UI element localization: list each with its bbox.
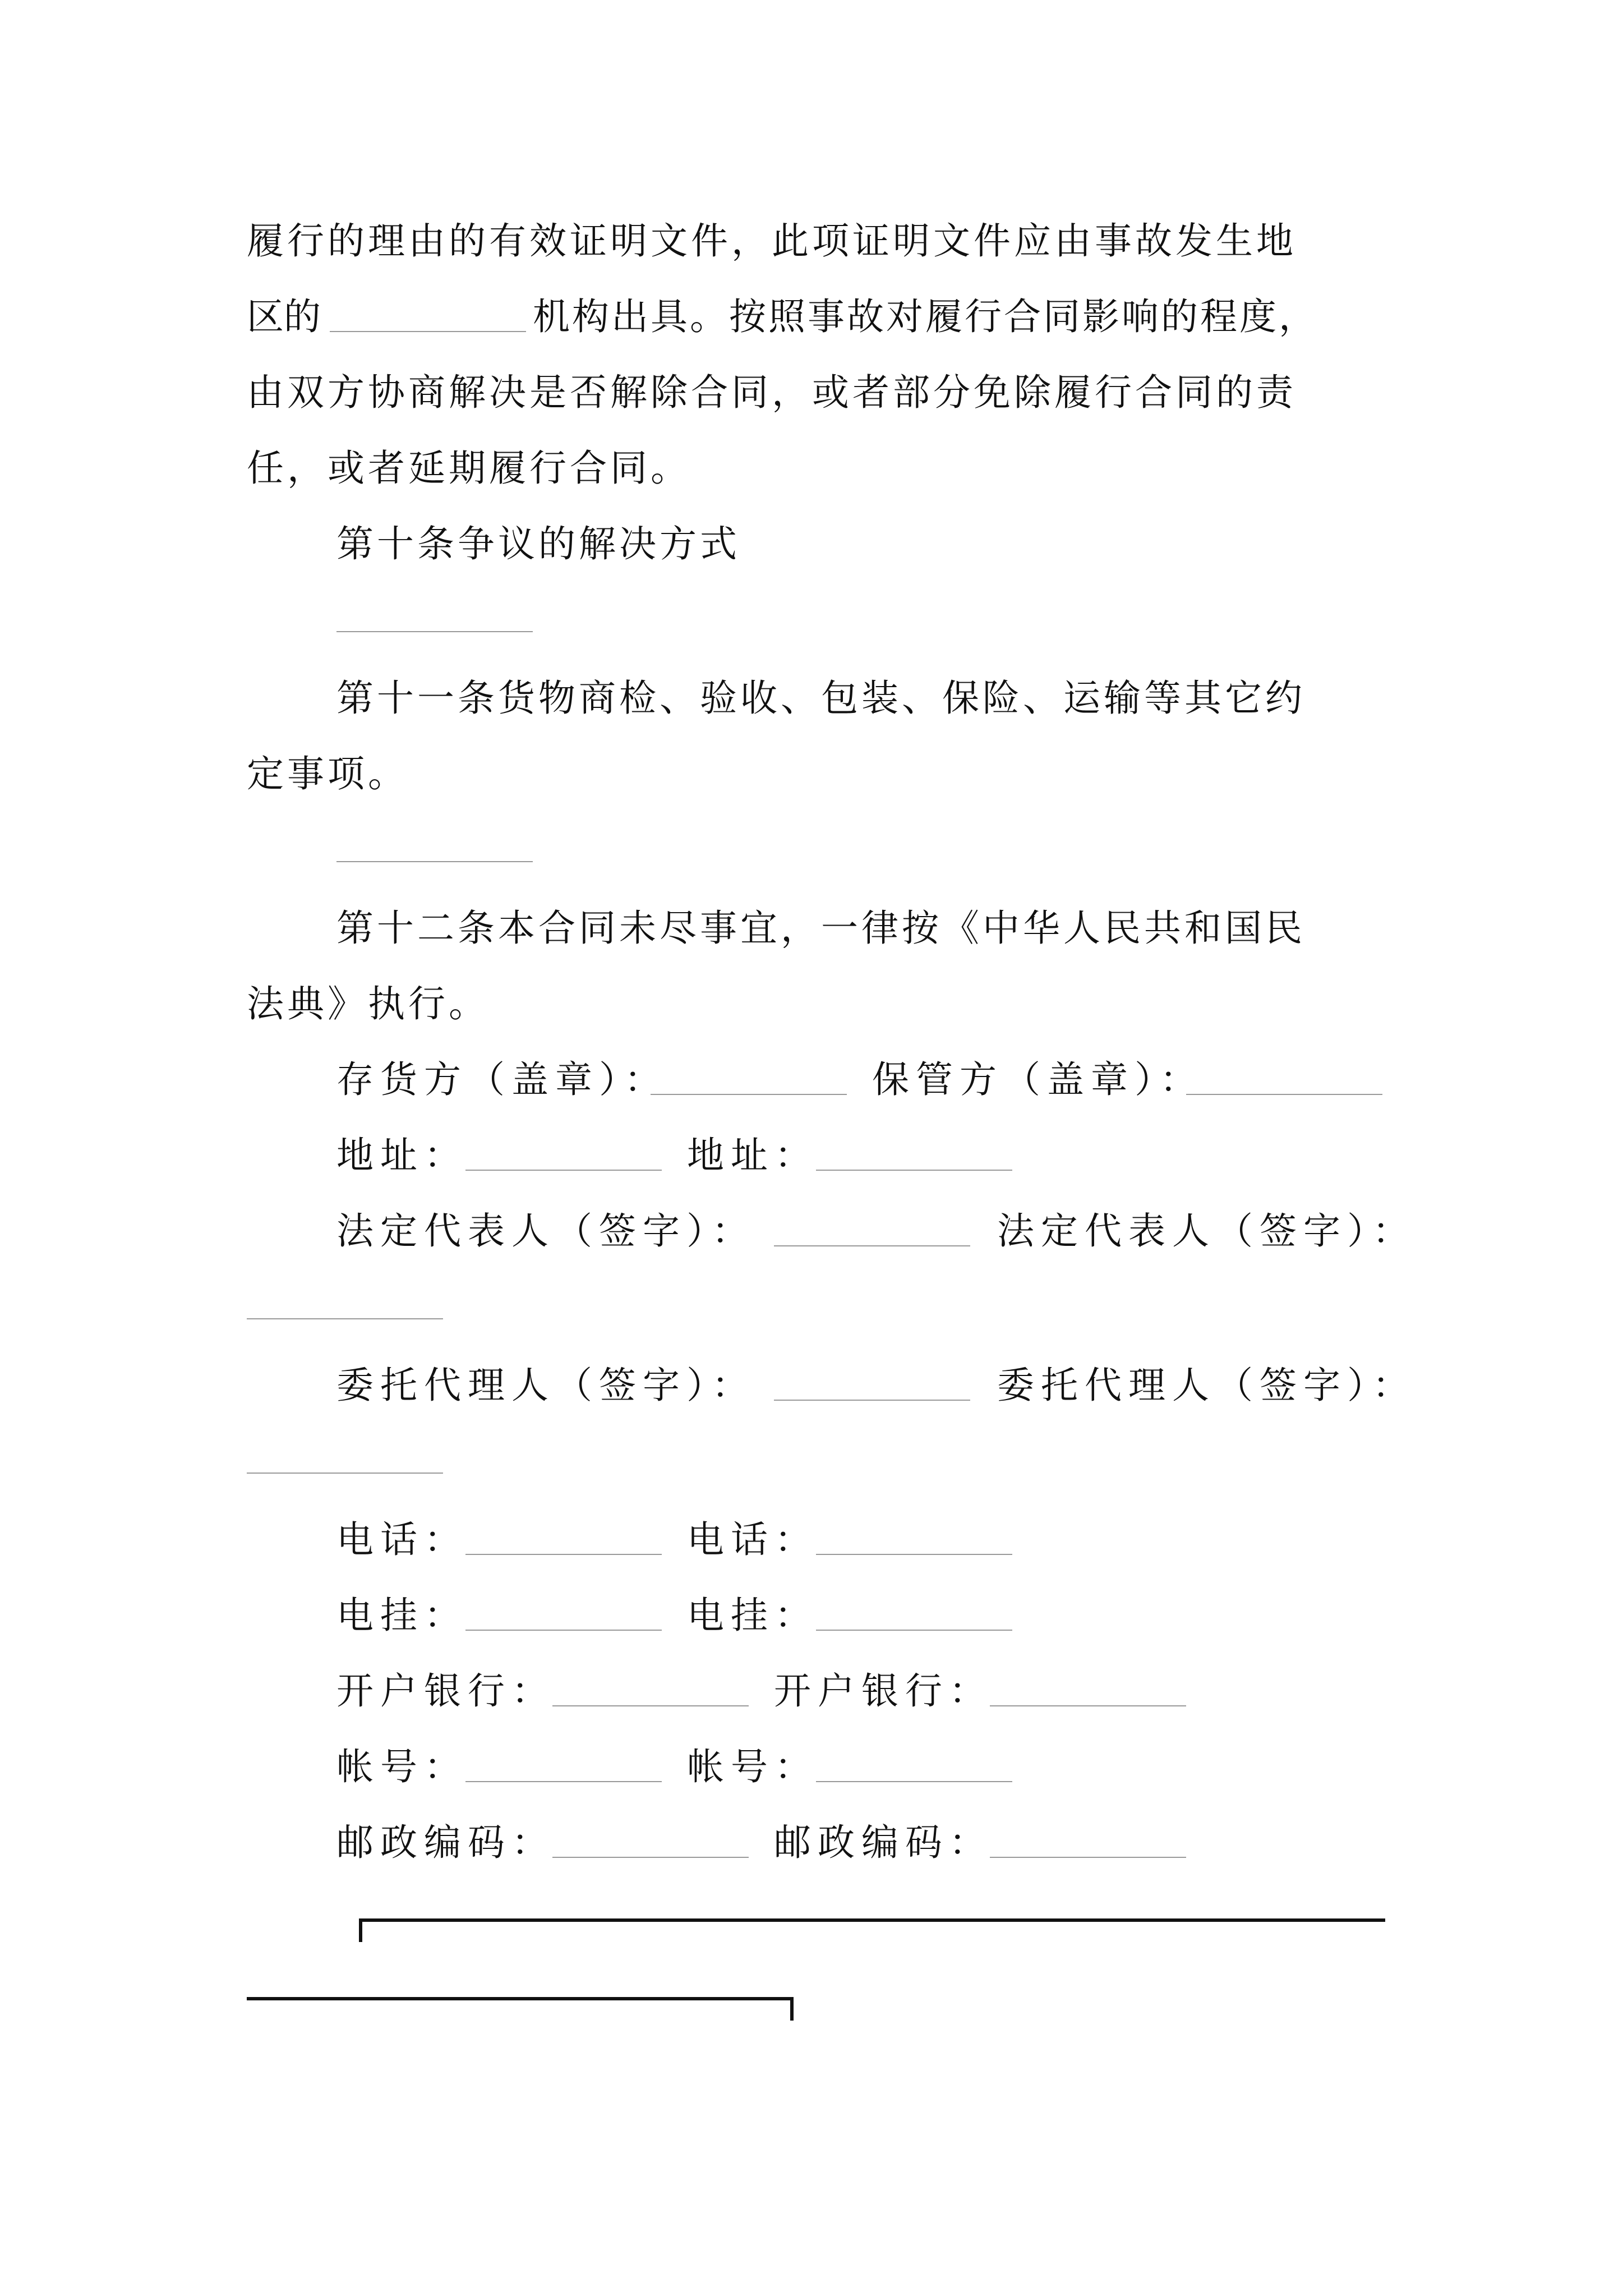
blank-line bbox=[0, 1273, 1623, 1335]
seal-row bbox=[0, 1049, 1623, 1111]
keeper-postcode-blank[interactable] bbox=[990, 1812, 1186, 1858]
paragraph-line bbox=[0, 210, 1623, 272]
text-fragment: 机构出具。按照事故对履行合同影响的程度， bbox=[533, 295, 1318, 338]
article-11 bbox=[0, 743, 1623, 805]
keeper-bank-blank[interactable] bbox=[990, 1660, 1186, 1706]
article-12 bbox=[0, 973, 1623, 1035]
keeper-phone-blank[interactable] bbox=[816, 1509, 1012, 1555]
bank-label: 开户银行： bbox=[774, 1669, 993, 1713]
text-line: 第十二条本合同未尽事宜，一律按《中华人民共和国民 bbox=[336, 907, 1306, 950]
article-10-heading bbox=[0, 513, 1623, 575]
legal-rep-label: 法定代表人（签字）： bbox=[997, 1209, 1416, 1253]
postcode-label: 邮政编码： bbox=[336, 1821, 555, 1864]
telegraph-row bbox=[0, 1585, 1623, 1646]
article-heading: 第十条争议的解决方式 bbox=[336, 522, 740, 565]
paragraph-line bbox=[0, 286, 1623, 348]
text-fragment: 区的 bbox=[247, 295, 321, 338]
text-line: 第十一条货物商检、验收、包装、保险、运输等其它约 bbox=[336, 677, 1306, 720]
blank-dispute-resolution[interactable] bbox=[336, 586, 533, 632]
depositor-phone-blank[interactable] bbox=[465, 1509, 662, 1555]
depositor-bank-blank[interactable] bbox=[552, 1660, 749, 1706]
keeper-address-blank[interactable] bbox=[816, 1125, 1012, 1171]
agent-label: 委托代理人（签字）： bbox=[997, 1364, 1416, 1407]
blank-line bbox=[0, 816, 1623, 878]
depositor-seal-label: 存货方（盖章）： bbox=[336, 1058, 668, 1101]
bottom-rule bbox=[247, 1997, 794, 2000]
blank-institution[interactable] bbox=[330, 286, 526, 332]
depositor-postcode-blank[interactable] bbox=[552, 1812, 749, 1858]
top-rule-tick bbox=[359, 1918, 362, 1942]
depositor-address-blank[interactable] bbox=[465, 1125, 662, 1171]
account-label: 帐号： bbox=[687, 1745, 818, 1788]
depositor-account-blank[interactable] bbox=[465, 1736, 662, 1782]
text-line: 定事项。 bbox=[247, 752, 408, 795]
article-12 bbox=[0, 898, 1623, 959]
address-label: 地址： bbox=[336, 1134, 468, 1177]
bottom-rule-tick bbox=[790, 1997, 794, 2021]
depositor-agent-blank[interactable] bbox=[774, 1355, 970, 1401]
keeper-telegraph-blank[interactable] bbox=[816, 1585, 1012, 1631]
text-line: 法典》执行。 bbox=[247, 982, 489, 1025]
top-rule bbox=[359, 1918, 1385, 1922]
paragraph-line bbox=[0, 362, 1623, 424]
legal-rep-label: 法定代表人（签字）： bbox=[336, 1209, 755, 1253]
agent-row bbox=[0, 1355, 1623, 1416]
agent-label: 委托代理人（签字）： bbox=[336, 1364, 755, 1407]
article-11 bbox=[0, 668, 1623, 729]
depositor-legal-rep-blank[interactable] bbox=[774, 1200, 970, 1246]
text-line: 履行的理由的有效证明文件，此项证明文件应由事故发生地 bbox=[247, 219, 1297, 263]
paragraph-line bbox=[0, 438, 1623, 499]
depositor-seal-blank[interactable] bbox=[651, 1049, 847, 1095]
address-label: 地址： bbox=[687, 1134, 818, 1177]
postcode-row bbox=[0, 1812, 1623, 1874]
account-label: 帐号： bbox=[336, 1745, 468, 1788]
postcode-label: 邮政编码： bbox=[774, 1821, 993, 1864]
telegraph-label: 电挂： bbox=[336, 1594, 468, 1637]
telegraph-label: 电挂： bbox=[687, 1594, 818, 1637]
text-line: 由双方协商解决是否解除合同，或者部分免除履行合同的责 bbox=[247, 371, 1297, 414]
text-line: 任，或者延期履行合同。 bbox=[247, 447, 691, 490]
legal-rep-row bbox=[0, 1200, 1623, 1262]
account-row bbox=[0, 1736, 1623, 1798]
keeper-legal-rep-blank[interactable] bbox=[247, 1273, 443, 1319]
phone-label: 电话： bbox=[336, 1518, 468, 1561]
depositor-telegraph-blank[interactable] bbox=[465, 1585, 662, 1631]
bank-row bbox=[0, 1660, 1623, 1722]
keeper-account-blank[interactable] bbox=[816, 1736, 1012, 1782]
keeper-seal-blank[interactable] bbox=[1186, 1049, 1382, 1095]
address-row bbox=[0, 1125, 1623, 1186]
bank-label: 开户银行： bbox=[336, 1669, 555, 1713]
blank-other-matters[interactable] bbox=[336, 816, 533, 862]
phone-row bbox=[0, 1509, 1623, 1571]
keeper-seal-label: 保管方（盖章）： bbox=[872, 1058, 1204, 1101]
keeper-agent-blank[interactable] bbox=[247, 1428, 443, 1474]
phone-label: 电话： bbox=[687, 1518, 818, 1561]
blank-line bbox=[0, 586, 1623, 648]
blank-line bbox=[0, 1428, 1623, 1489]
